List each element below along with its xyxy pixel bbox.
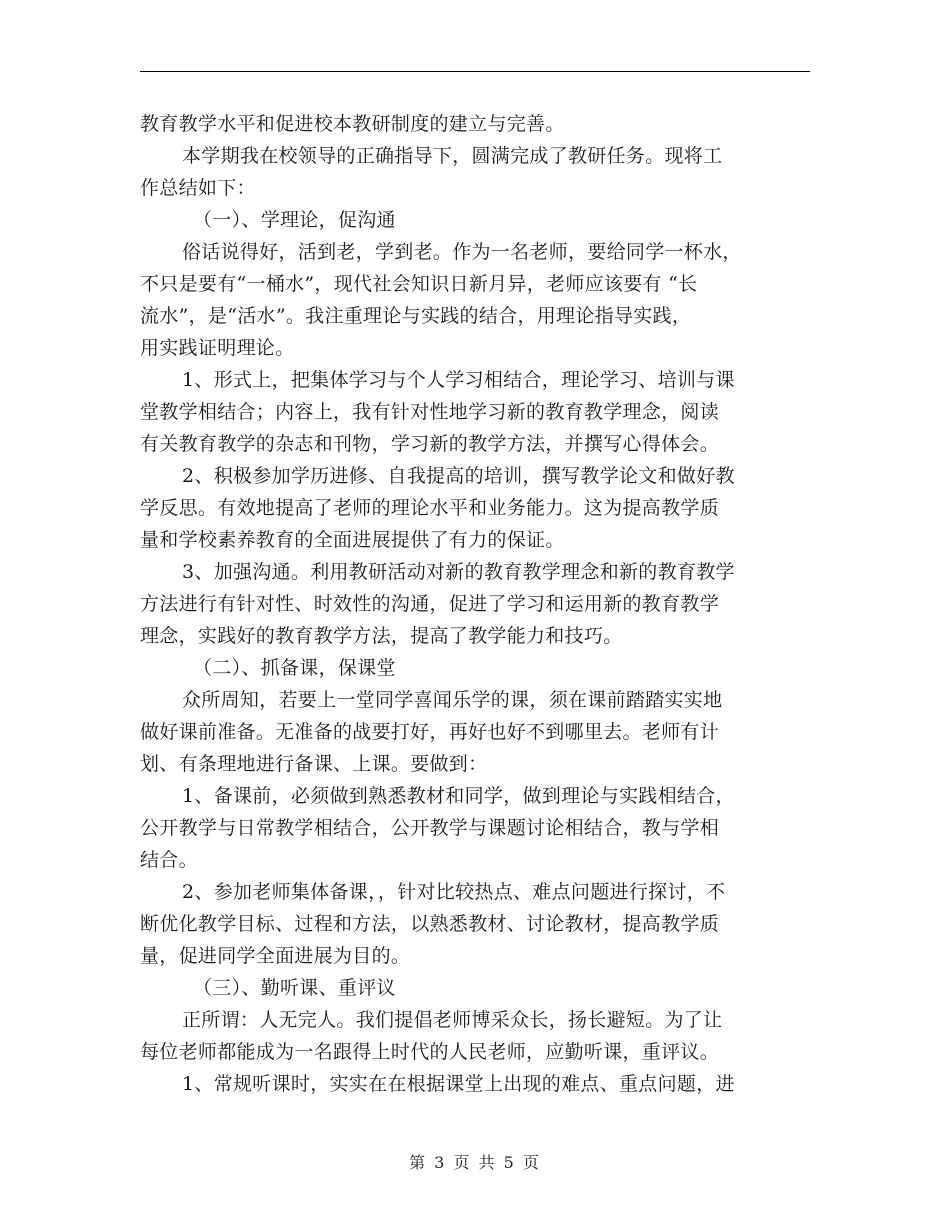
paragraph-line: 方法进行有针对性、时效性的沟通，促进了学习和运用新的教育教学	[140, 593, 720, 615]
header-rule	[140, 71, 810, 72]
paragraph-line: 量和学校素养教育的全面进展提供了有力的保证。	[140, 529, 565, 551]
paragraph-line: 公开教学与日常教学相结合，公开教学与课题讨论相结合，教与学相	[140, 817, 720, 839]
paragraph-line: 俗话说得好，活到老，学到老。作为一名老师，要给同学一杯水，	[182, 241, 742, 263]
paragraph-line: 做好课前准备。无准备的战要打好，再好也好不到哪里去。老师有计	[140, 721, 720, 743]
section-heading: （三）、勤听课、重评议	[193, 977, 396, 999]
section-heading: （一）、学理论，促沟通	[193, 209, 396, 231]
paragraph-line: 有关教育教学的杂志和刊物，学习新的教学方法，并撰写心得体会。	[140, 433, 720, 455]
paragraph-line: 正所谓：人无完人。我们提倡老师博采众长，扬长避短。为了让	[182, 1009, 723, 1031]
paragraph-line: 1、备课前，必须做到熟悉教材和同学，做到理论与实践相结合，	[182, 785, 735, 807]
paragraph-line: 划、有条理地进行备课、上课。要做到：	[140, 753, 488, 775]
page-footer: 第 3 页 共 5 页	[409, 1153, 541, 1172]
paragraph-line: 2、积极参加学历进修、自我提高的培训，撰写教学论文和做好教	[182, 465, 735, 487]
paragraph-line: 作总结如下：	[140, 177, 256, 199]
paragraph-line: 不只是要有“一桶水”，现代社会知识日新月异，老师应该要有 “长	[140, 273, 698, 295]
paragraph-line: 教育教学水平和促进校本教研制度的建立与完善。	[140, 113, 565, 135]
paragraph-line: 每位老师都能成为一名跟得上时代的人民老师，应勤听课，重评议。	[140, 1041, 720, 1063]
paragraph-line: 理念，实践好的教育教学方法，提高了教学能力和技巧。	[140, 625, 623, 647]
section-heading: （二）、抓备课，保课堂	[193, 657, 396, 679]
paragraph-line: 1、常规听课时，实实在在根据课堂上出现的难点、重点问题，进	[182, 1073, 735, 1095]
paragraph-line: 众所周知，若要上一堂同学喜闻乐学的课，须在课前踏踏实实地	[182, 689, 723, 711]
document-body	[140, 108, 812, 1100]
paragraph-line: 本学期我在校领导的正确指导下，圆满完成了教研任务。现将工	[182, 145, 723, 167]
paragraph-line: 量，促进同学全面进展为目的。	[140, 945, 411, 967]
paragraph-line: 堂教学相结合；内容上，我有针对性地学习新的教育教学理念，阅读	[140, 401, 720, 423]
paragraph-line: 结合。	[140, 849, 198, 871]
paragraph-line: 1、形式上，把集体学习与个人学习相结合，理论学习、培训与课	[182, 369, 735, 391]
paragraph-line: 学反思。有效地提高了老师的理论水平和业务能力。这为提高教学质	[140, 497, 720, 519]
paragraph-line: 断优化教学目标、过程和方法，以熟悉教材、讨论教材，提高教学质	[140, 913, 720, 935]
paragraph-line: 用实践证明理论。	[140, 337, 295, 359]
paragraph-line: 流水”，是“活水”。我注重理论与实践的结合，用理论指导实践，	[140, 305, 692, 327]
paragraph-line: 3、加强沟通。利用教研活动对新的教育教学理念和新的教育教学	[182, 561, 735, 583]
paragraph-line: 2、参加老师集体备课，，针对比较热点、难点问题进行探讨，不	[182, 881, 726, 903]
